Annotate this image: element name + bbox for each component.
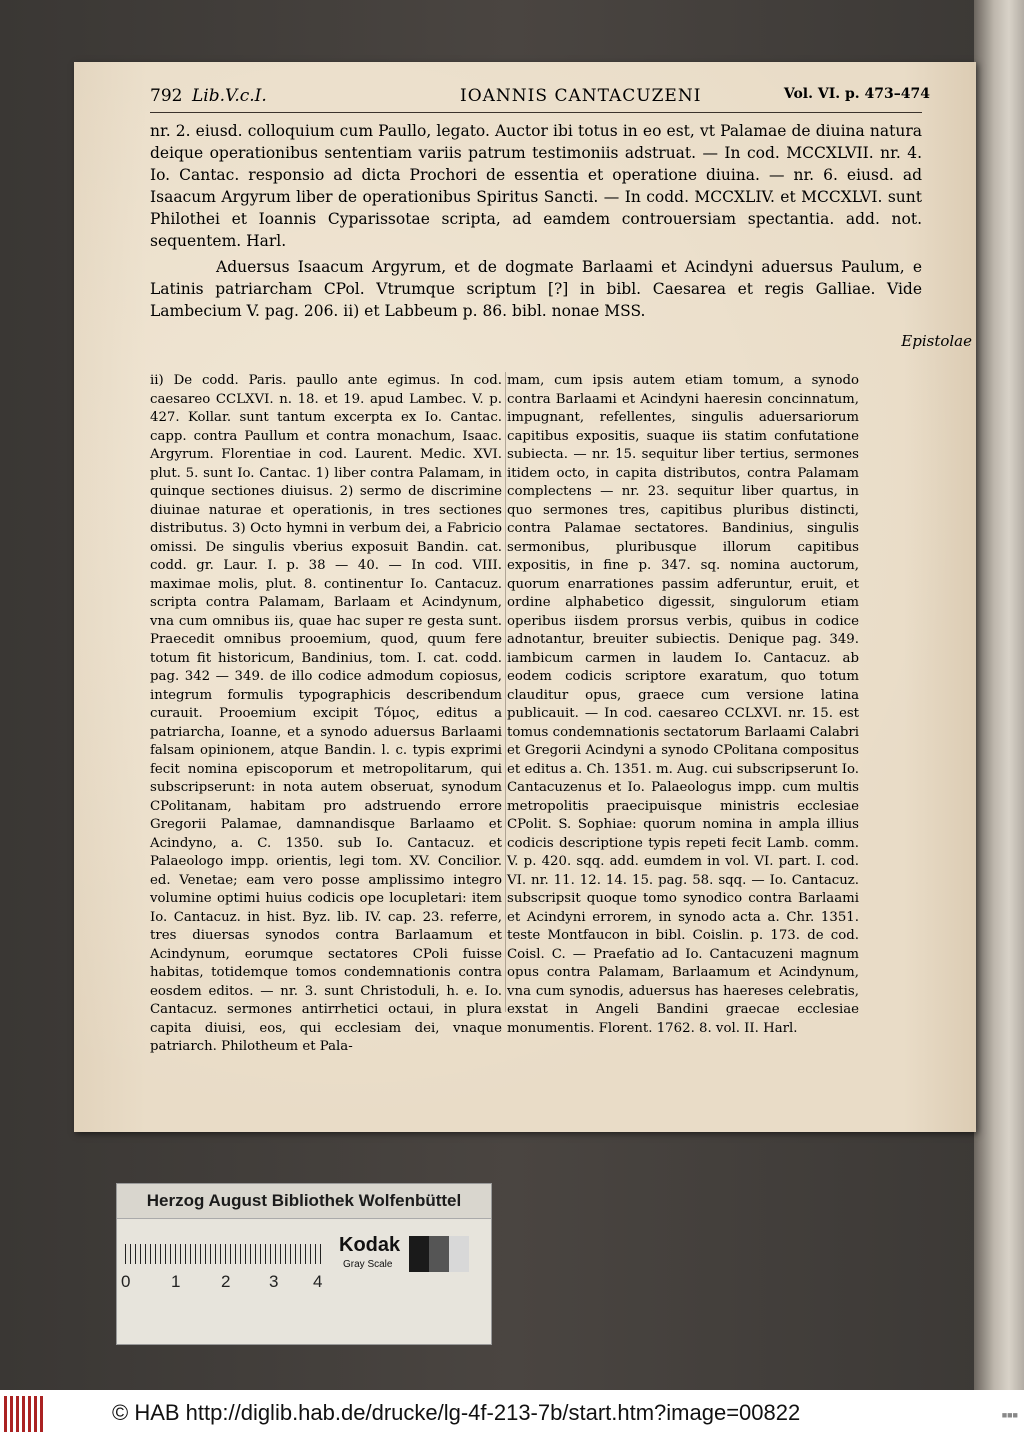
gray-swatches — [409, 1236, 469, 1272]
book-chapter-ref: Lib.V.c.I. — [192, 86, 267, 106]
ruler-number: 0 — [121, 1272, 131, 1291]
running-header — [150, 86, 930, 110]
hab-logo-icon — [4, 1396, 44, 1432]
color-calibration-chart — [116, 1183, 492, 1345]
footer-copyright-link[interactable]: © HAB http://diglib.hab.de/drucke/lg-4f-213-7b/start.htm?image=00822 — [112, 1400, 801, 1425]
swatch — [409, 1236, 429, 1272]
scanner-edge — [974, 0, 1024, 1390]
main-paragraph: nr. 2. eiusd. colloquium cum Paullo, legato. Auctor ibi totus in eo est, vt Palamae de diuina natura deique operationibus sententiam variis patrum testimoniis adstruat. — In cod. MCCXLVII. nr. 4. Io. Cantac. responsio ad dicta Prochori de essentia et operatione diuina. — nr. 6. eiusd. ad Isaacum Argyrum liber de operationibus Spiritus Sancti. — In codd. MCCXLIV. et MCCXLVI. sunt Philothei et Ioannis Cyparissotae scripta, ad eamdem controuersiam spectantia. add. not. sequentem. Harl. — [150, 122, 922, 250]
ruler-number: 4 — [313, 1272, 323, 1291]
catchword: Epistolae — [901, 332, 972, 350]
swatch — [429, 1236, 449, 1272]
header-rule — [150, 112, 922, 113]
footer-bar — [0, 1390, 1024, 1440]
gray-scale-label: Gray Scale — [343, 1259, 393, 1270]
ruler-scale — [125, 1244, 325, 1264]
kodak-brand: Kodak — [339, 1234, 401, 1256]
ruler-number: 2 — [221, 1272, 231, 1291]
footnote-right-column: mam, cum ipsis autem etiam tomum, a synodo contra Barlaami et Acindyni haeresin concinnatum, impugnant, refellentes, singulis aduersariorum capitibus expositis, suaque iis statim confutatione subiecta. — nr. 15. sequitur liber tertius, sermones itidem octo, in capita distributos, contra Palamam complectens — nr. 23. sequitur liber quartus, in quo sermones tres, capitibus pluribus distincti, contra Palamae sectatores. Bandinius, singulis sermonibus, pluribusque illorum capitibus expositis, in fine p. 347. sq. nomina auctorum, quorum enarrationes passim adferuntur, eruit, et ordine alphabetico digessit, singulorum etiam operibus iisdem prorsus verbis, quibus in codice adnotantur, breuiter subiectis. Denique pag. 349. iambicum carmen in laudem Io. Cantacuz. ab eodem codicis scriptore exaratum, quo totum clauditur opus, graece cum versione latina publicauit. — In cod. caesareo CCLXVI. nr. 15. est tomus condemnationis sectatorum Barlaami Calabri et Gregorii Acindyni a synodo CPolitana compositus et editus a. Ch. 1351. m. Aug. cui subscripserunt Io. Cantacuzenus et Io. Palaeologus impp. cum multis metropolitis praecipuisque ministris ecclesiae CPolit. S. Sophiae: quorum nomina in ampla illius codicis descriptione typis repeti fecit Lamb. comm. V. p. 420. sqq. add. eumdem in vol. VI. part. I. cod. VI. nr. 11. 12. 14. 15. pag. 58. sqq. — Io. Cantacuz. subscripsit quoque tomo synodico contra Barlaami et Acindyni errorem, in synodo acta a. Chr. 1351. teste Montfaucon in bibl. Coislin. p. 173. de cod. Coisl. C. — Praefatio ad Io. Cantacuzeni magnum opus contra Palamam, Barlaamum et Acindynum, vna cum synodis, aduersus has haereses celebratis, exstat in Angeli Bandini graecae ecclesiae monumentis. Florent. 1762. 8. vol. II. Harl. — [507, 373, 859, 1036]
volume-ref: Vol. VI. p. 473–474 — [783, 86, 930, 102]
ruler-number: 1 — [171, 1272, 181, 1291]
ruler-number: 3 — [269, 1272, 279, 1291]
adversus-paragraph: Aduersus Isaacum Argyrum, et de dogmate Barlaami et Acindyni aduersus Paulum, e Latinis patriarcham CPol. Vtrumque scriptum [?] in bibl. Caesarea et regis Galliae. Vide Lambecium V. pag. 206. ii) et Labbeum p. 86. bibl. nonae MSS. — [150, 258, 922, 320]
page-number: 792 — [150, 86, 183, 106]
column-divider — [505, 372, 506, 1012]
swatch — [449, 1236, 469, 1272]
chart-institution: Herzog August Bibliothek Wolfenbüttel — [117, 1184, 491, 1219]
footer-mark: ■■■ — [1001, 1410, 1018, 1420]
running-title: IOANNIS CANTACUZENI — [460, 86, 702, 106]
footnote-left-column: ii) De codd. Paris. paullo ante egimus. In cod. caesareo CCLXVI. n. 18. et 19. apud Lambec. V. p. 427. Kollar. sunt tantum excerpta ex Io. Cantac. capp. contra Paullum et contra monachum, Isaac. Argyrum. Florentiae in cod. Laurent. Medic. XVI. plut. 5. sunt Io. Cantac. 1) liber contra Palamam, in quinque sectiones diuisus. 2) sermo de discrimine diuinae naturae et operationis, in tres sectiones distributus. 3) Octo hymni in verbum dei, a Fabricio omissi. De singulis vberius exposuit Bandin. cat. codd. gr. Laur. I. p. 38 — 40. — In cod. VIII. maximae molis, plut. 8. continentur Io. Cantacuz. scripta contra Palamam, Barlaam et Acindynum, vna cum omnibus iis, quae hac super re gesta sunt. Praecedit omnibus prooemium, quod, quum fere totum fit historicum, Bandinius, tom. I. cat. codd. pag. 342 — 349. de illo codice admodum copiosus, integrum formulis typographicis describendum curauit. Prooemium excipit Τόμος, editus a patriarcha, Ioanne, et a synodo aduersus Barlaami falsam opinionem, atque Bandin. l. c. typis exprimi fecit nomina episcoporum et metropolitarum, qui subscripserunt: in nota autem obseruat, synodum CPolitanam, habitam pro adstruendo errore Gregorii Palamae, damnandisque Barlaamo et Acindyno, a. C. 1350. sub Io. Cantacuz. et Palaeologo impp. orientis, legi tom. XV. Concilior. ed. Venetae; eam vero posse amplissimo integro volumine optimi huius codicis ope locupletari: item Io. Cantacuz. in hist. Byz. lib. IV. cap. 23. referre, tres diuersas synodos contra Barlaamum et Acindynum, eorumque sectatores CPoli fuisse habitas, totidemque tomos condemnationis contra eosdem editos. — nr. 3. sunt Christoduli, h. e. Io. Cantacuz. sermones antirrhetici octaui, in plura capita diuisi, eos, qui ecclesiam dei, vnaque patriarch. Philotheum et Pala- — [150, 373, 502, 1054]
